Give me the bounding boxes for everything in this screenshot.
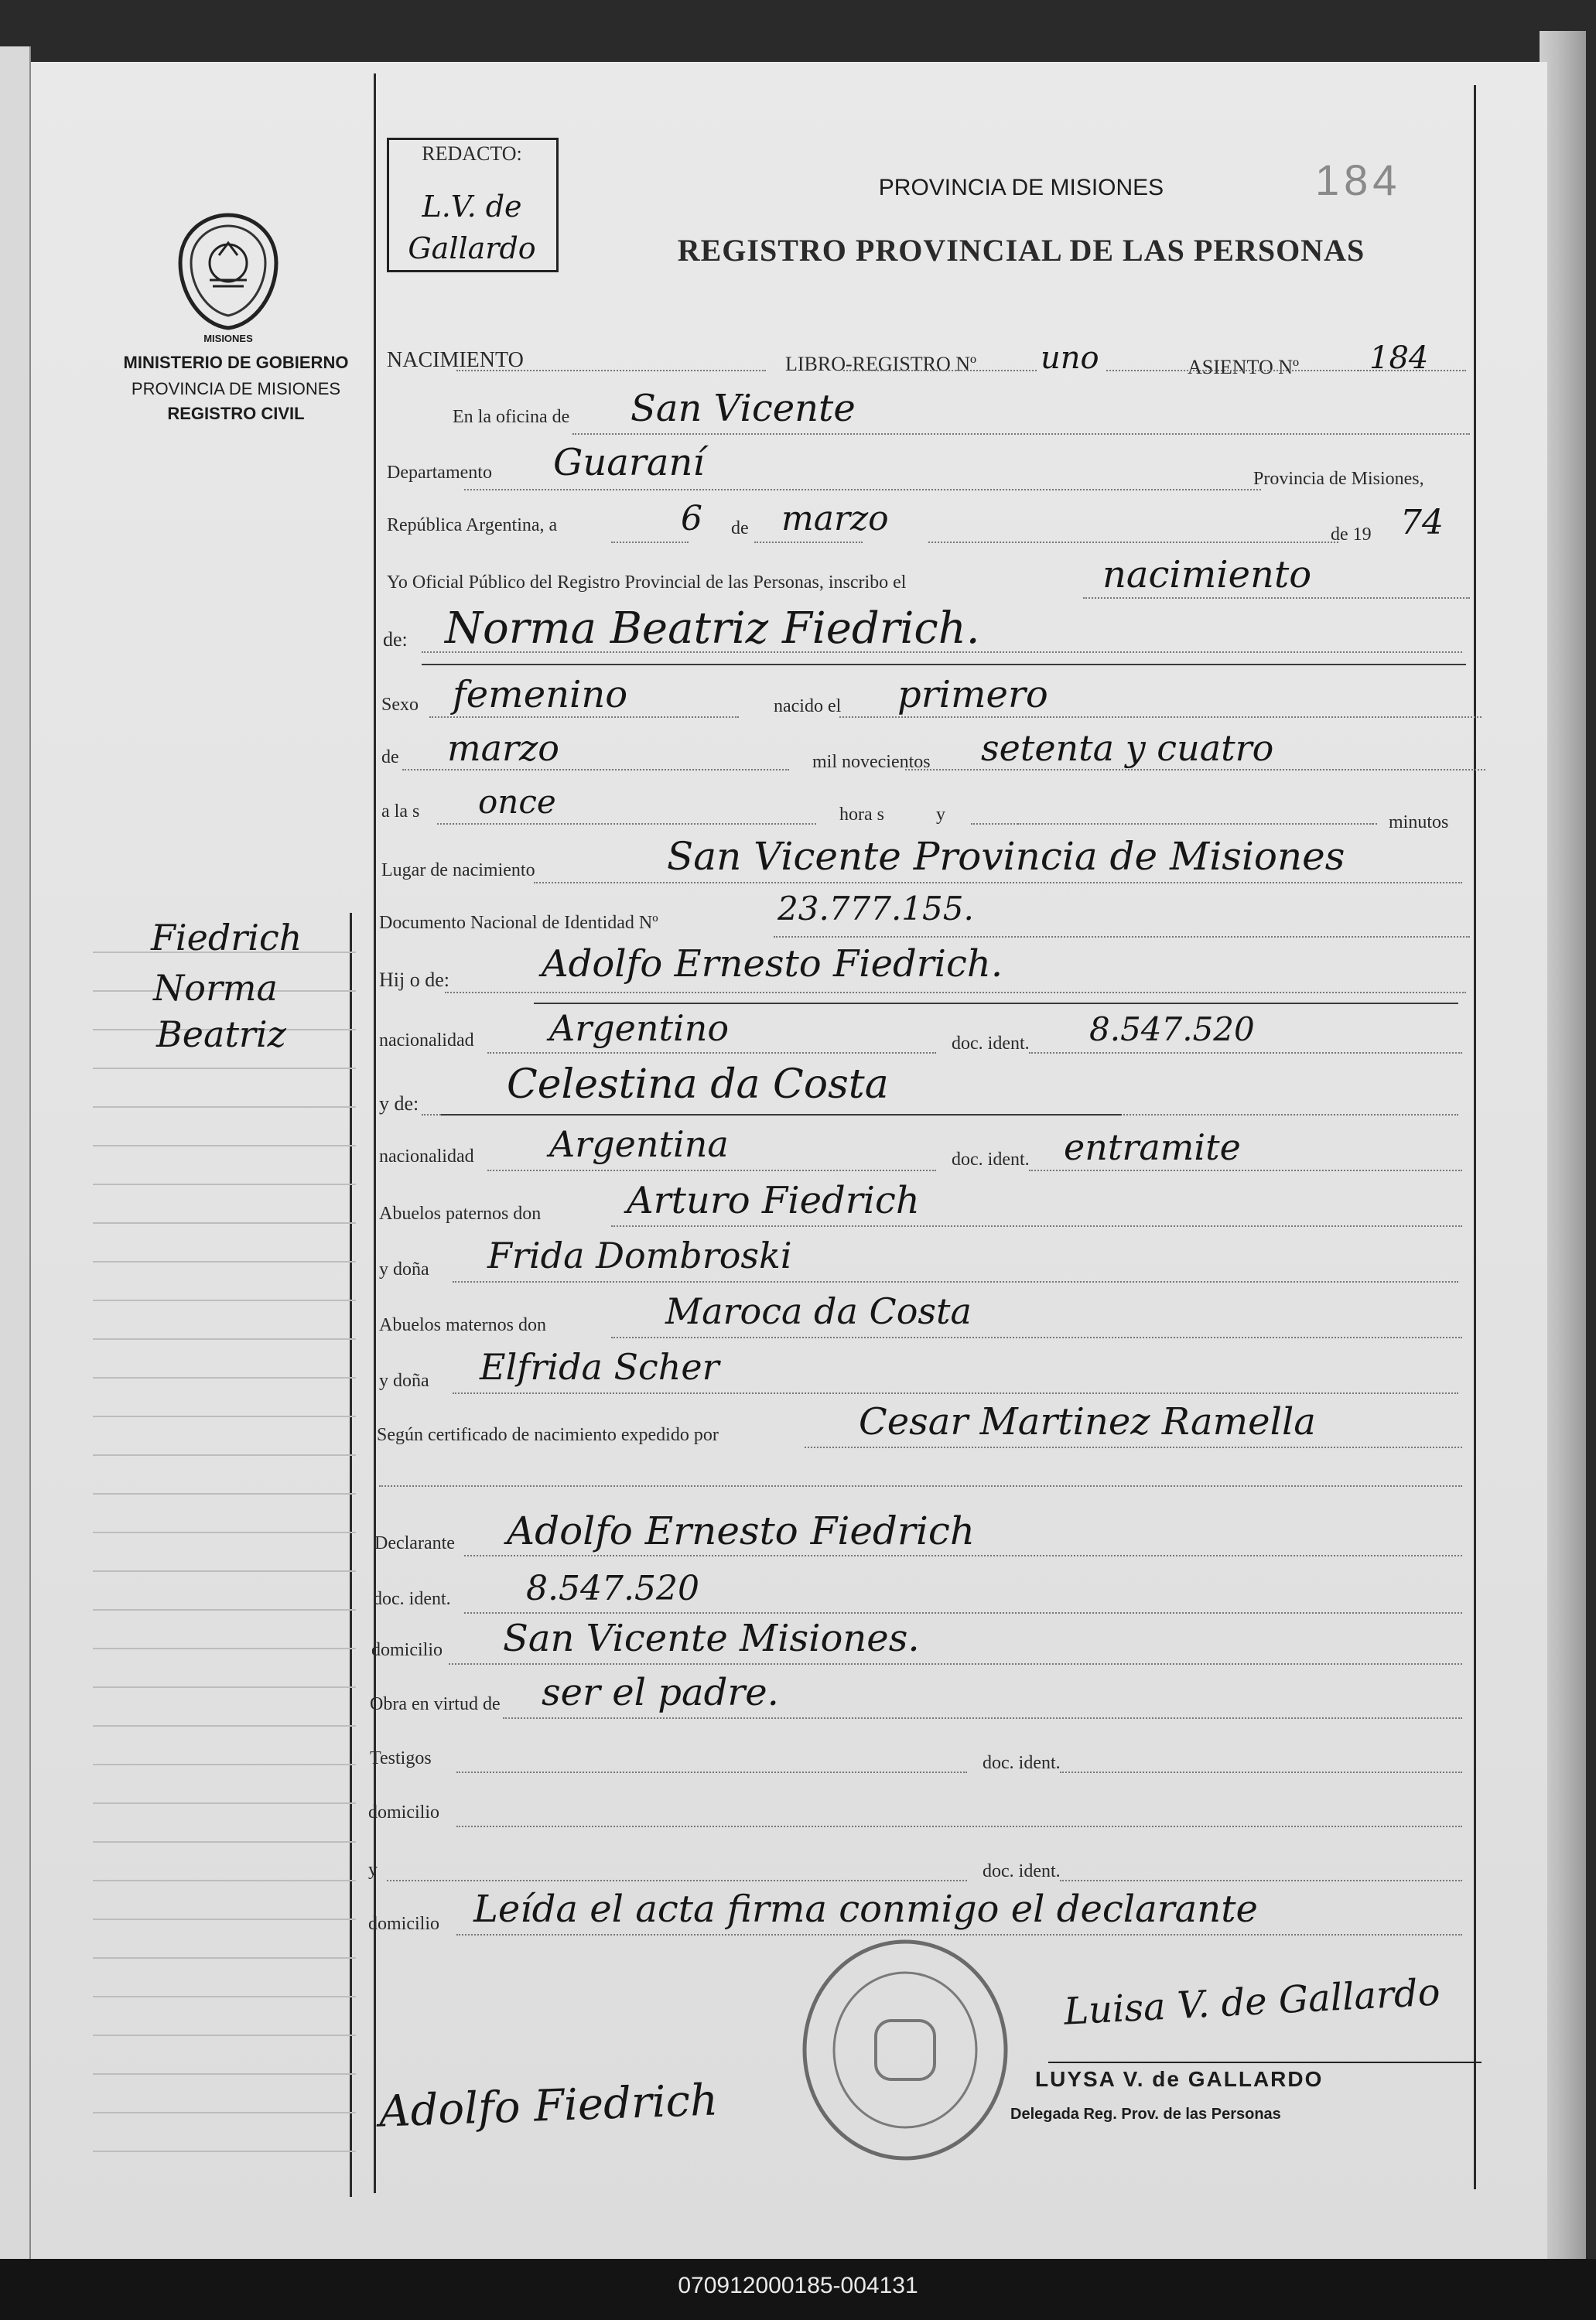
field-label-witnesses-label: Testigos bbox=[370, 1748, 432, 1768]
field-value-father-nat: Argentino bbox=[549, 1007, 730, 1049]
margin-middlename: Beatriz bbox=[156, 1013, 286, 1055]
sidebar-rule bbox=[93, 1686, 356, 1688]
field-label-republic-label: República Argentina, a bbox=[387, 515, 558, 535]
field-label-pat-label: Abuelos paternos don bbox=[379, 1204, 542, 1224]
field-value-mother-nat: Argentina bbox=[549, 1123, 729, 1165]
field-label-dona-label: y doña bbox=[379, 1259, 429, 1280]
field-value-pat-dona: Frida Dombroski bbox=[487, 1235, 792, 1276]
sidebar-rule bbox=[93, 2112, 356, 2113]
previous-page-edge bbox=[0, 46, 31, 2290]
field-label-de2-label: de: bbox=[383, 628, 408, 651]
sidebar-rule bbox=[93, 1802, 356, 1804]
ministry-province: PROVINCIA DE MISIONES bbox=[131, 379, 341, 398]
dotted-fill-line bbox=[456, 1772, 967, 1773]
name-underline bbox=[441, 1114, 1122, 1116]
field-value-closing-value: Leída el acta firma conmigo el declarante bbox=[473, 1888, 1258, 1931]
sidebar-rule bbox=[93, 1880, 356, 1881]
field-label-mil-label: mil novecientos bbox=[812, 752, 931, 772]
dotted-fill-line bbox=[1029, 1052, 1462, 1054]
dotted-fill-line bbox=[843, 370, 1037, 371]
sidebar-rule bbox=[93, 1338, 356, 1340]
field-value-born-month-value: marzo bbox=[447, 727, 559, 769]
dotted-fill-line bbox=[487, 1170, 936, 1171]
field-value-sex-value: femenino bbox=[453, 673, 628, 716]
field-label-child-label: Hij o de: bbox=[379, 969, 449, 991]
field-value-office-value: San Vicente bbox=[631, 387, 856, 430]
dotted-fill-line bbox=[445, 992, 1466, 993]
sidebar-rule bbox=[93, 2035, 356, 2036]
field-label-place-label: Lugar de nacimiento bbox=[381, 860, 535, 880]
field-value-declarant-value: Adolfo Ernesto Fiedrich bbox=[507, 1509, 976, 1553]
sidebar-rule bbox=[93, 1222, 356, 1224]
field-value-father-doc: 8.547.520 bbox=[1089, 1010, 1255, 1048]
field-label-doc-label: doc. ident. bbox=[952, 1150, 1030, 1170]
sidebar-rule bbox=[93, 1493, 356, 1495]
sidebar-rule bbox=[93, 1570, 356, 1572]
dotted-fill-line bbox=[611, 1337, 1462, 1338]
field-label-de-label: de bbox=[731, 518, 749, 538]
sidebar-rule bbox=[93, 1145, 356, 1146]
field-label-w-y-label: y bbox=[368, 1860, 378, 1880]
sidebar-rule bbox=[93, 1068, 356, 1069]
dotted-fill-line bbox=[1060, 1772, 1462, 1773]
field-label-year-label: de 19 bbox=[1331, 524, 1372, 545]
dotted-fill-line bbox=[429, 716, 739, 718]
field-label-w-doc-label: doc. ident. bbox=[983, 1753, 1061, 1773]
official-name: LUYSA V. de GALLARDO bbox=[1035, 2067, 1324, 2091]
dotted-fill-line bbox=[402, 769, 789, 770]
seal-caption: MISIONES bbox=[203, 333, 253, 344]
dotted-fill-line bbox=[611, 1225, 1462, 1227]
sidebar-rule bbox=[93, 1841, 356, 1843]
dotted-fill-line bbox=[839, 716, 1482, 718]
dotted-fill-line bbox=[1106, 370, 1377, 371]
field-label-declarant-label: Declarante bbox=[374, 1533, 455, 1553]
registry-stamp-icon bbox=[789, 1934, 1021, 2166]
field-label-de3-label: de bbox=[381, 747, 399, 767]
dotted-fill-line bbox=[503, 1717, 1462, 1719]
dotted-fill-line bbox=[1358, 370, 1466, 371]
dotted-fill-line bbox=[572, 433, 1470, 435]
dotted-fill-line bbox=[774, 936, 1470, 938]
field-value-month-value: marzo bbox=[781, 499, 889, 538]
field-value-year-value: 74 bbox=[1400, 503, 1444, 542]
dotted-fill-line bbox=[928, 542, 1338, 543]
sidebar-rule bbox=[93, 1764, 356, 1765]
sidebar-rule bbox=[93, 1106, 356, 1108]
dotted-fill-line bbox=[534, 882, 1462, 883]
dotted-fill-line bbox=[754, 542, 863, 543]
field-label-entry-label: ASIENTO Nº bbox=[1188, 356, 1300, 378]
field-value-mother-value: Celestina da Costa bbox=[507, 1061, 889, 1108]
field-value-book-value: uno bbox=[1041, 340, 1099, 376]
official-title: Delegada Reg. Prov. de las Personas bbox=[1010, 2106, 1281, 2123]
field-label-cert-label: Según certificado de nacimiento expedido por bbox=[377, 1425, 719, 1445]
field-value-place-value: San Vicente Provincia de Misiones bbox=[667, 834, 1345, 879]
field-label-minutes-label: minutos bbox=[1389, 812, 1449, 832]
dotted-fill-line bbox=[905, 769, 1485, 770]
field-value-pat-don: Arturo Fiedrich bbox=[627, 1179, 920, 1222]
field-value-hour-value: once bbox=[478, 783, 556, 821]
sidebar-rule bbox=[93, 1609, 356, 1611]
field-value-act-value: nacimiento bbox=[1102, 553, 1312, 596]
field-label-at-label: a la s bbox=[381, 801, 420, 822]
field-label-type-label: NACIMIENTO bbox=[387, 348, 524, 372]
sidebar-rule bbox=[93, 1377, 356, 1379]
declarant-signature: Adolfo Fiedrich bbox=[378, 2075, 719, 2137]
field-value-mother-doc: entramite bbox=[1064, 1126, 1241, 1168]
dotted-fill-line bbox=[487, 1052, 936, 1054]
field-label-w-dom-label: domicilio bbox=[368, 1802, 439, 1823]
field-label-official-label: Yo Oficial Público del Registro Provincial de las Personas, inscribo el bbox=[387, 572, 907, 593]
province-heading: PROVINCIA DE MISIONES bbox=[878, 175, 1164, 200]
field-label-dona-label: y doña bbox=[379, 1371, 429, 1391]
field-label-nat-label: nacionalidad bbox=[379, 1146, 474, 1167]
sidebar-rule bbox=[93, 1300, 356, 1301]
dotted-fill-line bbox=[464, 1555, 1462, 1556]
footer-code: 070912000185-004131 bbox=[678, 2273, 918, 2298]
dotted-fill-line bbox=[422, 651, 1462, 653]
field-value-domicile-value: San Vicente Misiones. bbox=[503, 1617, 920, 1660]
sidebar-rule bbox=[93, 2151, 356, 2152]
sidebar-rule bbox=[93, 1957, 356, 1959]
dotted-fill-line bbox=[1083, 597, 1470, 599]
registry-heading: REGISTRO PROVINCIAL DE LAS PERSONAS bbox=[677, 233, 1365, 268]
dotted-fill-line bbox=[453, 1281, 1458, 1283]
field-label-dni-label: Documento Nacional de Identidad Nº bbox=[379, 913, 658, 933]
field-label-w-doc2-label: doc. ident. bbox=[983, 1861, 1061, 1881]
sidebar-rule bbox=[93, 1261, 356, 1263]
field-value-mat-dona: Elfrida Scher bbox=[480, 1346, 719, 1388]
field-value-born-year-value: setenta y cuatro bbox=[981, 727, 1274, 769]
field-value-declarant-doc: 8.547.520 bbox=[526, 1569, 699, 1608]
sidebar-rule bbox=[93, 2073, 356, 2075]
ministry-title: MINISTERIO DE GOBIERNO bbox=[123, 353, 349, 372]
dotted-fill-line bbox=[464, 489, 1261, 490]
field-label-virtue-label: Obra en virtud de bbox=[370, 1694, 501, 1714]
field-value-dept-value: Guaraní bbox=[553, 441, 705, 484]
field-label-mat-label: Abuelos maternos don bbox=[379, 1315, 546, 1335]
sidebar-rule bbox=[93, 1416, 356, 1417]
field-label-declarant-doc-label: doc. ident. bbox=[373, 1589, 451, 1609]
margin-surname: Fiedrich bbox=[151, 917, 302, 958]
field-label-and-label: y de: bbox=[379, 1092, 419, 1115]
field-value-father-value: Adolfo Ernesto Fiedrich. bbox=[542, 942, 1003, 986]
dotted-fill-line bbox=[387, 1880, 967, 1881]
dotted-fill-line bbox=[1029, 1170, 1462, 1171]
field-label-hours-label: hora s bbox=[839, 805, 884, 825]
sidebar-rule bbox=[93, 1725, 356, 1727]
field-value-mat-don: Maroca da Costa bbox=[665, 1290, 972, 1332]
field-value-day-value: 6 bbox=[681, 499, 702, 538]
right-margin-rule bbox=[1474, 85, 1476, 2189]
left-margin-rule-lower bbox=[350, 913, 352, 2197]
page-number-stamp: 184 bbox=[1315, 155, 1402, 204]
dotted-fill-line bbox=[1060, 1880, 1462, 1881]
dotted-fill-line bbox=[379, 1485, 1462, 1487]
dotted-fill-line bbox=[449, 1663, 1462, 1665]
sidebar-rule bbox=[93, 1996, 356, 1997]
name-underline bbox=[422, 664, 1466, 665]
dotted-fill-line bbox=[456, 1826, 1462, 1827]
field-label-prov-label: Provincia de Misiones, bbox=[1253, 469, 1424, 489]
field-label-sex-label: Sexo bbox=[381, 695, 419, 715]
sidebar-rule bbox=[93, 1919, 356, 1920]
official-signature: Luisa V. de Gallardo bbox=[1062, 1970, 1441, 2034]
field-label-doc-label: doc. ident. bbox=[952, 1034, 1030, 1054]
field-value-name-value: Norma Beatriz Fiedrich. bbox=[445, 603, 980, 654]
provincial-seal-icon bbox=[174, 209, 282, 333]
dotted-fill-line bbox=[453, 1392, 1458, 1394]
field-value-born-value: primero bbox=[897, 673, 1048, 716]
field-label-y-label: y bbox=[936, 805, 945, 825]
name-underline bbox=[534, 1003, 1458, 1004]
field-value-entry-value: 184 bbox=[1369, 340, 1429, 376]
field-value-virtue-value: ser el padre. bbox=[542, 1671, 779, 1714]
margin-firstname: Norma bbox=[153, 967, 278, 1009]
signature-line bbox=[1048, 2062, 1482, 2063]
field-label-w-dom2-label: domicilio bbox=[368, 1914, 439, 1934]
field-label-nat-label: nacionalidad bbox=[379, 1030, 474, 1051]
field-label-born-label: nacido el bbox=[774, 696, 842, 716]
dotted-fill-line bbox=[1017, 823, 1373, 825]
dotted-fill-line bbox=[805, 1447, 1462, 1448]
redacto-value: L.V. de Gallardo bbox=[408, 190, 536, 265]
dotted-fill-line bbox=[464, 1612, 1462, 1614]
dotted-fill-line bbox=[437, 823, 816, 825]
field-label-office-label: En la oficina de bbox=[453, 407, 570, 427]
ministry-civil: REGISTRO CIVIL bbox=[167, 404, 305, 423]
field-value-dni-value: 23.777.155. bbox=[777, 890, 974, 928]
field-label-domicile-label: domicilio bbox=[371, 1640, 443, 1660]
redacto-label: REDACTO: bbox=[422, 142, 522, 165]
field-value-cert-value: Cesar Martinez Ramella bbox=[859, 1400, 1316, 1444]
sidebar-rule bbox=[93, 1648, 356, 1649]
sidebar-rule bbox=[93, 1454, 356, 1456]
sidebar-rule bbox=[93, 1184, 356, 1185]
dotted-fill-line bbox=[611, 542, 689, 543]
sidebar-rule bbox=[93, 1532, 356, 1533]
field-label-dept-label: Departamento bbox=[387, 463, 492, 483]
dotted-fill-line bbox=[456, 370, 766, 371]
field-label-book-label: LIBRO-REGISTRO Nº bbox=[785, 353, 977, 375]
